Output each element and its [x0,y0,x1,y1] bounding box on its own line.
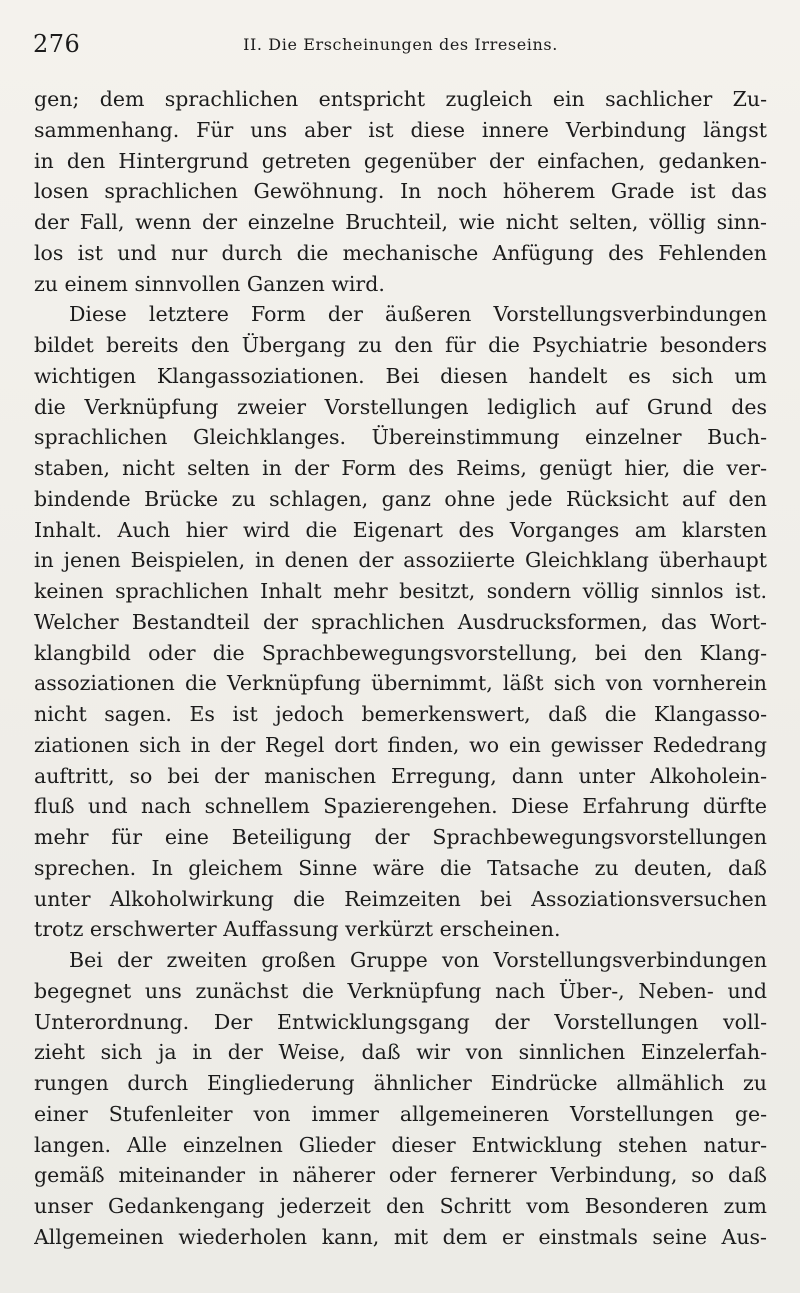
text-line: Bei der zweiten großen Gruppe von Vorstellungsverbindungen [69,948,767,972]
text-line: los ist und nur durch die mechanische Anfügung des Fehlenden [34,240,767,265]
text-line: Allgemeinen wiederholen kann, mit dem er einstmals seine Aus- [34,1224,767,1249]
text-line: auftritt, so bei der manischen Erregung, dann unter Alkoholein- [34,763,767,788]
text-line: unter Alkoholwirkung die Reimzeiten bei Assoziationsversuchen [34,886,767,911]
text-line: bildet bereits den Übergang zu den für die Psychiatrie besonders [34,333,767,357]
text-line: sprechen. In gleichem Sinne wäre die Tatsache zu deuten, daß [34,855,767,880]
text-line: in den Hintergrund getreten gegenüber der einfachen, gedanken- [34,148,767,173]
text-line: Diese letztere Form der äußeren Vorstellungsverbindungen [69,302,767,327]
running-head: II. Die Erscheinungen des Irreseins. [243,35,558,54]
text-line: die Verknüpfung zweier Vorstellungen lediglich auf Grund des [34,394,767,419]
text-line: unser Gedankengang jederzeit den Schritt vom Besonderen zum [34,1194,767,1218]
text-line: nicht sagen. Es ist jedoch bemerkenswert, daß die Klangasso- [34,702,767,726]
text-line: in jenen Beispielen, in denen der assoziierte Gleichklang überhaupt [34,548,767,573]
text-line: langen. Alle einzelnen Glieder dieser Entwicklung stehen natur- [34,1132,767,1157]
text-line: wichtigen Klangassoziationen. Bei diesen handelt es sich um [34,363,767,388]
text-line: zu einem sinnvollen Ganzen wird. [34,271,385,296]
text-line: ziationen sich in der Regel dort finden, wo ein gewisser Rededrang [34,732,767,757]
text-line: losen sprachlichen Gewöhnung. In noch höherem Grade ist das [34,179,767,204]
text-line: assoziationen die Verknüpfung übernimmt, läßt sich von vornherein [34,671,767,696]
text-line: sprachlichen Gleichklanges. Übereinstimmung einzelner Buch- [34,425,767,450]
text-line: einer Stufenleiter von immer allgemeineren Vorstellungen ge- [34,1101,767,1126]
text-line: gen; dem sprachlichen entspricht zugleich ein sachlicher Zu- [34,87,767,111]
text-line: bindende Brücke zu schlagen, ganz ohne jede Rücksicht auf den [34,486,767,511]
text-line: gemäß miteinander in näherer oder fernerer Verbindung, so daß [34,1163,767,1188]
text-line: staben, nicht selten in der Form des Reims, genügt hier, die ver- [34,456,767,480]
text-line: zieht sich ja in der Weise, daß wir von sinnlichen Einzelerfah- [34,1040,767,1065]
text-line: klangbild oder die Sprachbewegungsvorstellung, bei den Klang- [34,640,767,665]
text-line: keinen sprachlichen Inhalt mehr besitzt, sondern völlig sinnlos ist. [34,579,767,603]
text-line: Inhalt. Auch hier wird die Eigenart des Vorganges am klarsten [34,517,767,542]
text-line: sammenhang. Für uns aber ist diese innere Verbindung längst [34,117,767,142]
text-line: rungen durch Eingliederung ähnlicher Eindrücke allmählich zu [34,1071,767,1095]
text-line: begegnet uns zunächst die Verknüpfung nach Über-, Neben- und [34,978,767,1003]
text-line: Unterordnung. Der Entwicklungsgang der Vorstellungen voll- [34,1009,767,1034]
page-header [33,30,768,60]
text-line: mehr für eine Beteiligung der Sprachbewegungsvorstellungen [34,825,767,849]
page-number: 276 [33,30,81,58]
text-line: Welcher Bestandteil der sprachlichen Ausdrucksformen, das Wort- [34,609,767,634]
text-line: trotz erschwerter Auffassung verkürzt erscheinen. [34,917,561,942]
text-line: der Fall, wenn der einzelne Bruchteil, wie nicht selten, völlig sinn- [34,210,767,234]
text-line: fluß und nach schnellem Spazierengehen. Diese Erfahrung dürfte [34,794,767,819]
body-text [34,84,767,1253]
